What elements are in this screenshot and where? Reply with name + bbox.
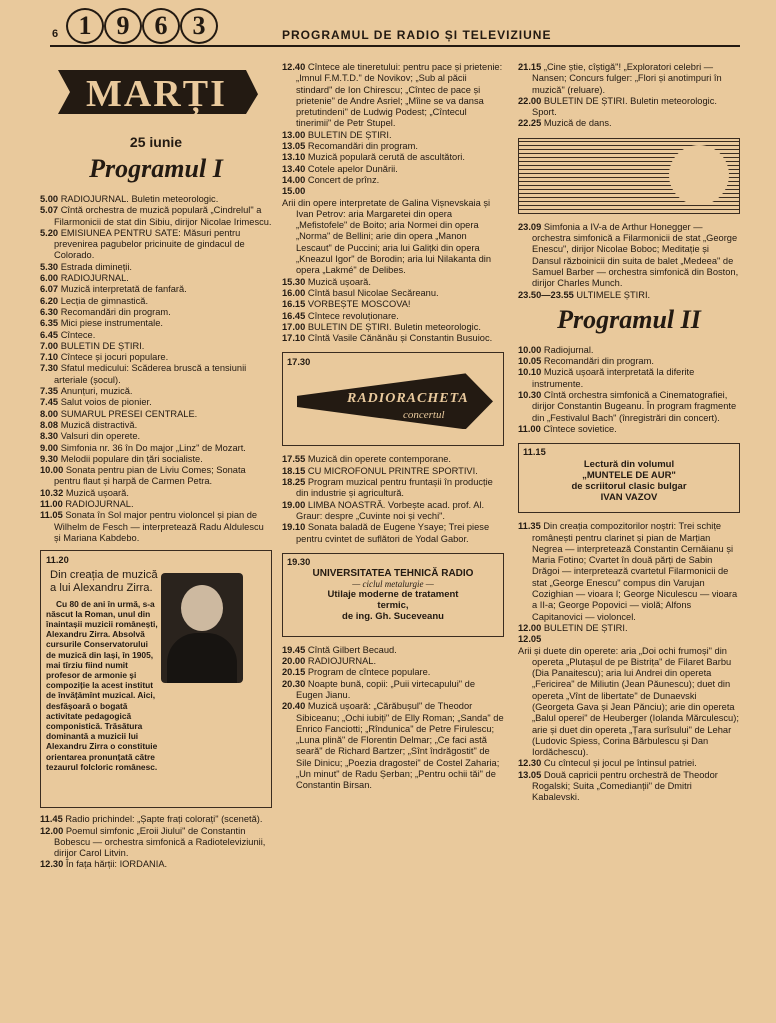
entry-text: Muzică ușoară: „Cărăbușul" de Theodor Sibiceanu; „Ochi iubiți" de Elly Roman; „Sanda" de Enrico Fanciotti; „Rîndunica" de Petre Firulescu; „Luna plină" de Florentin Delmar; „Ce faci astă seară" de Richard Bartzer; „Sînt îndrăgostit" de Sile Dinicu; „Poezia dragostei" de Costel Zaharia; „Un minut" de Radu Șerban; „Pentru ochii tăi" de Constantin Birsan. — [296, 701, 504, 791]
entry-text: Cîntece ale tineretului: pentru pace și prietenie: „Imnul F.M.T.D." de Novikov; „Sub al păcii stindard" de Ion Chirescu; „Cîntec de pace și prietenie" de Andre Asriel; „Mîine se va dansa pretutindeni" de Ludwig Podest; „Cîntecul tinerimii" de Petr Stupel. — [296, 62, 503, 129]
entry-time: 7.00 — [40, 340, 61, 351]
entry-time: 20.40 — [282, 701, 308, 712]
vazov-line: „MUNTELE DE AUR" — [582, 469, 676, 481]
entry-text: SUMARUL PRESEI CENTRALE. — [60, 408, 198, 419]
entry-text: Cotele apelor Dunării. — [307, 163, 398, 174]
entry-time: 16.15 — [282, 299, 308, 310]
column-3 — [518, 62, 740, 804]
entry-text: Muzică interpretată de fanfară. — [60, 284, 187, 295]
year-digit: 6 — [142, 8, 180, 44]
entry-text: Sfatul medicului: Scăderea bruscă a tensiunii arteriale (șocul). — [54, 363, 247, 385]
program-entry — [40, 318, 272, 329]
entry-text: CU MICROFONUL PRINTRE SPORTIVI. — [307, 465, 478, 476]
entry-text: Program muzical pentru fruntașii în producție din industrie și agricultură. — [296, 477, 493, 499]
program-entry — [282, 656, 504, 667]
entry-text: LIMBA NOASTRĂ. Vorbește acad. prof. Al. Graur: despre „Cuvinte noi și vechi". — [296, 499, 485, 521]
university-line: Utilaje moderne de tratament — [327, 589, 459, 601]
program-entry — [282, 477, 504, 500]
program-list — [40, 814, 272, 870]
vazov-box — [518, 443, 740, 513]
program-entry — [282, 130, 504, 141]
program-entry — [282, 175, 504, 186]
entry-text: Melodii populare din țări socialiste. — [60, 453, 203, 464]
program-entry — [518, 290, 740, 301]
program-list — [518, 521, 740, 803]
program-entry — [40, 262, 272, 273]
university-line: termic, — [377, 600, 409, 612]
program-entry — [40, 826, 272, 860]
program-entry — [40, 341, 272, 352]
program-entry — [282, 522, 504, 545]
entry-time: 10.05 — [518, 356, 544, 367]
year-digit: 1 — [66, 8, 104, 44]
entry-text: Arii din opere interpretate de Galina Vișnevskaia și Ivan Petrov: aria Margaretei din opera „Mefistofele" de Boito; aria Normei din opera „Norma" de Bellini; arie din opera „Manon Lescaut" de Puccini; aria lui Galițki din opera „Kneazul Igor" de Borodin; aria lui Nilakanta din opera „Lakmé" de Delibes. — [282, 197, 492, 276]
entry-time: 10.00 — [40, 465, 66, 476]
entry-text: Muzică ușoară. — [307, 276, 371, 287]
entry-text: RADIOJURNAL. — [65, 499, 134, 510]
vazov-line: de scriitorul clasic bulgar — [571, 480, 687, 492]
entry-text: RADIOJURNAL. — [307, 656, 377, 667]
entry-time: 11.45 — [40, 814, 66, 825]
entry-time: 11.05 — [40, 510, 66, 521]
entry-text: BULETIN DE ȘTIRI. — [543, 622, 628, 633]
program-entry — [40, 488, 272, 499]
program-entry — [40, 205, 272, 228]
entry-time: 17.55 — [282, 454, 308, 465]
radioracheta-title: RADIORACHETA — [347, 391, 469, 407]
program-entry — [40, 273, 272, 284]
program-entry — [40, 420, 272, 431]
entry-time: 11.00 — [518, 423, 544, 434]
program-entry — [518, 646, 740, 759]
box-body: Cu 80 de ani în urmă, s-a născut la Roman, unul din înaintașii muzicii românești, Alexandru Zirra. Absolvă cursurile Conservatorului de muzică din Iași, în 1905, mai tîrziu fiind numit profesor de armonie și compoziție la acest institut de învățămînt muzical. Aici, desfășoară o bogată activitate pedagogică componistică. Trăsătura dominantă a muzicii lui Alexandru Zirra o constituie orientarea pronunțată către tezaurul folcloric românesc. — [46, 598, 158, 772]
entry-time: 15.00 — [282, 186, 306, 197]
university-sub: — ciclul metalurgie — — [352, 579, 434, 590]
entry-text: Cîntă orchestra de muzică populară „Cindrelul" a Filarmonicii de stat din Sibiu, dirijor Nicolae Irimescu. — [54, 205, 272, 227]
entry-text: VORBEȘTE MOSCOVA! — [307, 299, 411, 310]
program-entry — [40, 296, 272, 307]
entry-time: 10.00 — [518, 344, 544, 355]
entry-text: Concert de prînz. — [307, 174, 380, 185]
program-entry — [518, 390, 740, 424]
entry-time: 12.05 — [518, 634, 542, 645]
entry-time: 16.45 — [282, 310, 308, 321]
header-rule — [50, 45, 740, 47]
entry-time: 6.00 — [40, 273, 61, 284]
entry-time: 21.15 — [518, 62, 544, 72]
entry-time: 12.30 — [40, 859, 66, 870]
column-2 — [282, 62, 504, 792]
entry-text: Estrada dimineții. — [60, 261, 132, 272]
entry-time: 12.40 — [282, 62, 308, 72]
column-1 — [40, 60, 272, 871]
program-entry — [40, 352, 272, 363]
entry-time: 16.00 — [282, 287, 308, 298]
entry-time: 6.20 — [40, 295, 61, 306]
entry-time: 8.08 — [40, 419, 61, 430]
box-time: 11.20 — [46, 555, 69, 566]
program-list — [518, 345, 740, 435]
entry-time: 6.30 — [40, 306, 61, 317]
entry-time: 8.30 — [40, 431, 61, 442]
entry-text: Anunțuri, muzică. — [60, 386, 133, 397]
entry-time: 14.00 — [282, 174, 308, 185]
entry-text: Arii și duete din operete: aria „Doi ochi frumoși" din opereta „Plutașul de pe Bistrița" de Filaret Barbu (Dia Panaitescu); aria lui Andrei din opereta „Fericirea" de Miliutin (Jean Păunescu); duet din opereta „Vînt de libertate" de Dunaevski (Georgeta Gava și Jean Pănciu); arie din opereta „Balul operei" de Heuberger (Iolanda Mărculescu); arie și duet din opereta „Țara surîsului" de Lehar (Ludovic Spiess, Corina Bărbulescu și Dan Iordăchescu). — [518, 645, 739, 758]
program-entry — [40, 194, 272, 205]
program-list — [518, 62, 740, 130]
portrait-image — [161, 573, 243, 683]
entry-text: RADIOJURNAL. — [60, 273, 129, 284]
box-time: 19.30 — [287, 556, 311, 567]
program-entry — [518, 424, 740, 435]
entry-time: 12.00 — [40, 825, 66, 836]
entry-text: Sonata în Sol major pentru violoncel și pian de Wilhelm de Fesch — interpretează Radu Aldulescu și Mariana Kabdebo. — [54, 510, 264, 543]
entry-text: Muzică din operete contemporane. — [307, 454, 452, 465]
program-entry — [518, 521, 740, 623]
program-entry — [282, 141, 504, 152]
day-name: MARȚI — [86, 73, 227, 115]
university-box — [282, 553, 504, 637]
entry-text: Recomandări din program. — [543, 356, 654, 367]
program-entry — [40, 465, 272, 488]
entry-time: 12.30 — [518, 758, 544, 769]
entry-text: Cîntece sovietice. — [543, 423, 617, 434]
entry-time: 7.30 — [40, 363, 61, 374]
entry-time: 5.20 — [40, 227, 61, 238]
program-list — [282, 62, 504, 344]
entry-time: 5.07 — [40, 205, 61, 216]
entry-time: 10.30 — [518, 390, 544, 401]
entry-text: Recomandări din program. — [307, 141, 418, 152]
entry-time: 13.00 — [282, 129, 308, 140]
program-entry — [40, 228, 272, 262]
program-entry — [40, 499, 272, 510]
university-title: UNIVERSITATEA TEHNICĂ RADIO — [312, 568, 474, 580]
entry-text: Muzică ușoară interpretată la diferite instrumente. — [532, 367, 695, 389]
program-1-title: Programul I — [89, 154, 223, 183]
program-list — [518, 222, 740, 301]
entry-time: 7.45 — [40, 397, 61, 408]
entry-time: 19.00 — [282, 499, 308, 510]
entry-time: 10.32 — [40, 487, 66, 498]
entry-time: 6.35 — [40, 318, 61, 329]
entry-text: Recomandări din program. — [60, 306, 171, 317]
entry-text: Program de cîntece populare. — [307, 667, 431, 678]
entry-text: Radiojurnal. — [543, 344, 594, 355]
program-entry — [282, 333, 504, 344]
entry-time: 7.35 — [40, 386, 61, 397]
program-entry — [40, 284, 272, 295]
program-entry — [518, 96, 740, 119]
program-entry — [40, 454, 272, 465]
vazov-line: Lectură din volumul — [583, 458, 675, 470]
program-entry — [282, 667, 504, 678]
program-entry — [282, 299, 504, 310]
program-entry — [518, 222, 740, 290]
program-list — [282, 645, 504, 792]
box-title: Din creația de muzică a lui Alexandru Zirra. — [50, 568, 158, 594]
program-entry — [282, 466, 504, 477]
entry-time: 22.25 — [518, 118, 544, 129]
program-entry — [40, 330, 272, 341]
entry-time: 13.40 — [282, 163, 308, 174]
page-number: 6 — [52, 28, 60, 40]
program-entry — [282, 645, 504, 656]
entry-time: 13.05 — [518, 769, 544, 780]
program-entry — [40, 386, 272, 397]
entry-text: Cîntece și jocuri populare. — [60, 352, 169, 363]
program-entry — [282, 164, 504, 175]
program-entry — [282, 198, 504, 277]
entry-text: Valsuri din operete. — [60, 431, 141, 442]
entry-time: 11.00 — [40, 499, 66, 510]
program-entry — [40, 363, 272, 386]
entry-time: 18.25 — [282, 477, 308, 488]
program-entry — [40, 443, 272, 454]
entry-time: 20.00 — [282, 656, 308, 667]
entry-text: Muzică de dans. — [543, 118, 612, 129]
year-digit: 9 — [104, 8, 142, 44]
zirra-box — [40, 550, 272, 808]
program-entry — [518, 118, 740, 129]
entry-time: 6.07 — [40, 284, 61, 295]
fireworks-image — [518, 138, 740, 214]
entry-text: ULTIMELE ȘTIRI. — [576, 289, 651, 300]
publication-title: PROGRAMUL DE RADIO ȘI TELEVIZIUNE — [282, 28, 552, 42]
entry-time: 13.05 — [282, 141, 308, 152]
program-entry — [40, 510, 272, 544]
program-2-title: Programul II — [557, 304, 701, 334]
entry-text: EMISIUNEA PENTRU SATE: Măsuri pentru prevenirea pagubelor pricinuite de gindacul de Colorado. — [54, 227, 245, 261]
entry-text: Muzică distractivă. — [60, 419, 138, 430]
box-time: 11.15 — [523, 447, 546, 458]
entry-time: 5.00 — [40, 194, 61, 204]
program-entry — [518, 345, 740, 356]
program-list — [40, 194, 272, 544]
program-entry — [40, 397, 272, 408]
entry-text: RADIOJURNAL. Buletin meteorologic. — [60, 194, 219, 204]
entry-time: 7.10 — [40, 352, 61, 363]
program-entry — [518, 623, 740, 634]
entry-text: Muzică ușoară. — [65, 487, 129, 498]
program-entry — [282, 701, 504, 791]
entry-text: Cîntă Vasile Cănănău și Constantin Busuioc. — [307, 333, 493, 344]
program-entry — [518, 634, 740, 645]
entry-text: Lecția de gimnastică. — [60, 295, 149, 306]
entry-time: 20.30 — [282, 678, 308, 689]
program-entry — [40, 859, 272, 870]
entry-text: Sonata baladă de Eugene Ysaye; Trei piese pentru cvintet de suflători de Yodal Gabor. — [296, 522, 490, 544]
entry-time: 9.30 — [40, 453, 61, 464]
entry-text: Salut voios de pionier. — [60, 397, 152, 408]
program-entry — [518, 758, 740, 769]
program-entry — [518, 62, 740, 96]
radioracheta-subtitle: concertul — [403, 409, 445, 422]
entry-time: 13.10 — [282, 152, 308, 163]
entry-time: 19.10 — [282, 522, 308, 533]
entry-time: 17.00 — [282, 321, 308, 332]
entry-text: BULETIN DE ȘTIRI. Buletin meteorologic. — [307, 321, 481, 332]
program-entry — [518, 356, 740, 367]
year-digit: 3 — [180, 8, 218, 44]
entry-time: 12.00 — [518, 622, 544, 633]
day-banner — [40, 60, 272, 132]
program-entry — [518, 367, 740, 390]
vazov-line: IVAN VAZOV — [600, 491, 658, 503]
entry-text: Muzică populară cerută de ascultători. — [307, 152, 465, 163]
entry-time: 18.15 — [282, 465, 308, 476]
program-entry — [518, 770, 740, 804]
program-entry — [282, 62, 504, 130]
program-entry — [282, 288, 504, 299]
entry-text: Simfonia a IV-a de Arthur Honegger — orchestra simfonică a Filarmonicii de stat „George Enescu", dirijor Nicolae Boboc; Meditație și Dansul războinicii din suita de balet „Medeea" de Samuel Barber — orchestra simfonică din Boston, dirijor Charles Munch. — [532, 221, 739, 289]
program-entry — [282, 152, 504, 163]
entry-time: 19.45 — [282, 644, 308, 655]
entry-time: 6.45 — [40, 329, 61, 340]
entry-text: Cîntă Gilbert Becaud. — [307, 644, 397, 655]
university-line: de ing. Gh. Suceveanu — [342, 611, 444, 623]
program-entry — [282, 454, 504, 465]
entry-text: „Cine știe, cîștigă"! „Exploratori celebri — Nansen; Concurs fulger: „Flori și anotimpuri în muzică" (reluare). — [532, 62, 722, 95]
program-entry — [282, 311, 504, 322]
entry-time: 9.00 — [40, 442, 61, 453]
entry-time: 5.30 — [40, 261, 61, 272]
entry-time: 23.09 — [518, 221, 544, 232]
entry-time: 15.30 — [282, 276, 308, 287]
entry-text: Cu cîntecul și jocul pe întinsul patriei. — [543, 758, 697, 769]
entry-text: Cîntece. — [60, 329, 96, 340]
program-entry — [40, 307, 272, 318]
box-time: 17.30 — [287, 357, 311, 368]
entry-text: Cîntă orchestra simfonică a Cinematografiei, dirijor Constantin Bugeanu. În program fragmente din „Festivalul Bach" (înregistrări din concert). — [532, 390, 737, 423]
program-entry — [282, 679, 504, 702]
entry-text: Sonata pentru pian de Liviu Comes; Sonata pentru flaut și harpă de Carmen Petra. — [54, 465, 246, 487]
entry-time: 10.10 — [518, 367, 544, 378]
entry-text: Din creația compozitorilor noștri: Trei schițe românești pentru clarinet și pian de Marțian Negrea — interpretează Constantin Cernăianu și Maria Fotino; Cvartet în două părți de Sabin Drăgoi — interpretează cvartetul Filarmonicii de stat „George Enescu" compus din Varujan Cozighian — vioara I; George Niculescu — vioara a II-a; George Popovici — violă; Alfons Capitanovici — violoncel. — [532, 521, 738, 622]
entry-text: BULETIN DE ȘTIRI. — [60, 340, 145, 351]
entry-text: Două capricii pentru orchestră de Theodor Rogalski; Suita „Comedianții" de Dmitri Kabalevski. — [532, 769, 718, 803]
program-entry — [282, 322, 504, 333]
entry-text: Cîntece revoluționare. — [307, 310, 399, 321]
radioracheta-box — [282, 352, 504, 446]
year-badge — [66, 8, 216, 44]
entry-text: Noapte bună, copii: „Puii virtecapului" de Eugen Jianu. — [296, 678, 475, 700]
entry-text: Mici piese instrumentale. — [60, 318, 163, 329]
program-entry — [40, 431, 272, 442]
entry-text: BULETIN DE ȘTIRI. Buletin meteorologic. Sport. — [532, 95, 717, 118]
entry-text: Radio prichindel: „Șapte frați colorați" (scenetă). — [65, 814, 263, 825]
entry-text: Simfonia nr. 36 în Do major „Linz" de Mozart. — [60, 442, 246, 453]
entry-text: Poemul simfonic „Eroii Jiului" de Constantin Bobescu — orchestra simfonică a Radioteleviziunii, dirijor Carol Litvin. — [54, 825, 266, 859]
program-entry — [40, 409, 272, 420]
entry-time: 23.50—23.55 — [518, 289, 577, 300]
program-entry — [40, 814, 272, 825]
entry-text: Cîntă basul Nicolae Secăreanu. — [307, 287, 439, 298]
entry-text: BULETIN DE ȘTIRI. — [307, 129, 392, 140]
entry-time: 20.15 — [282, 667, 308, 678]
page-header — [0, 0, 776, 50]
entry-text: În fața hărții: IORDANIA. — [65, 859, 168, 870]
entry-time: 22.00 — [518, 95, 544, 106]
program-entry — [282, 277, 504, 288]
program-entry — [282, 186, 504, 197]
entry-time: 8.00 — [40, 408, 61, 419]
entry-time: 17.10 — [282, 333, 308, 344]
date-label: 25 iunie — [129, 134, 183, 150]
program-entry — [282, 500, 504, 523]
entry-time: 11.35 — [518, 521, 544, 532]
program-list — [282, 454, 504, 544]
